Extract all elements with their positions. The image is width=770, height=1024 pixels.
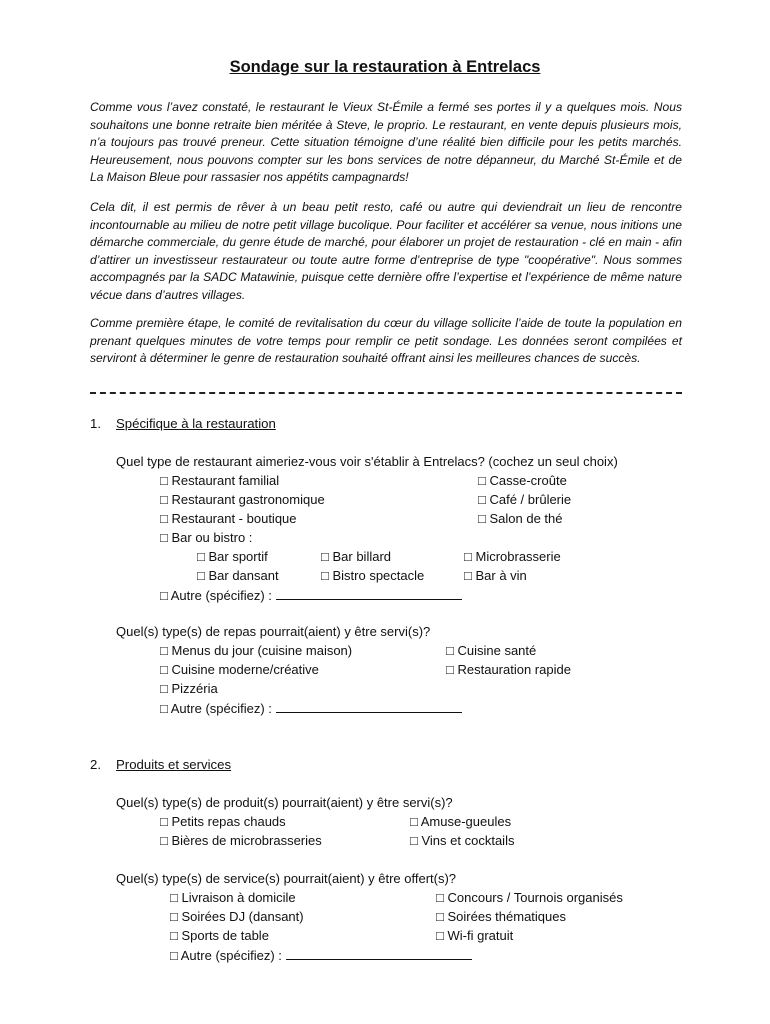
dashed-divider: [90, 392, 682, 394]
checkbox-icon[interactable]: □: [160, 643, 168, 658]
checkbox-icon[interactable]: □: [321, 568, 329, 583]
option-bar-sportif[interactable]: □ Bar sportif: [197, 549, 268, 564]
checkbox-icon[interactable]: □: [478, 473, 486, 488]
option-amuse-gueules[interactable]: □ Amuse-gueules: [410, 814, 512, 829]
option-restaurant-familial[interactable]: □ Restaurant familial: [160, 473, 280, 488]
checkbox-icon[interactable]: □: [160, 833, 168, 848]
option-soirees-thematiques[interactable]: □ Soirées thématiques: [436, 909, 566, 924]
checkbox-icon[interactable]: □: [446, 643, 454, 658]
option-casse-croute[interactable]: □ Casse-croûte: [478, 473, 567, 488]
section-1-title: Spécifique à la restauration: [116, 416, 276, 431]
checkbox-icon[interactable]: □: [170, 890, 178, 905]
checkbox-icon[interactable]: □: [410, 814, 418, 829]
checkbox-icon[interactable]: □: [464, 568, 472, 583]
autre-restaurant-blank[interactable]: [276, 587, 462, 600]
checkbox-icon[interactable]: □: [160, 701, 168, 716]
checkbox-icon[interactable]: □: [436, 928, 444, 943]
option-pizzeria[interactable]: □ Pizzéria: [160, 681, 218, 696]
option-salon-de-the[interactable]: □ Salon de thé: [478, 511, 563, 526]
question-product-types: Quel(s) type(s) de produit(s) pourrait(aient) y être servi(s)?: [116, 795, 453, 810]
checkbox-icon[interactable]: □: [464, 549, 472, 564]
autre-services-blank[interactable]: [286, 947, 472, 960]
section-2-number: 2.: [90, 757, 101, 772]
option-cuisine-sante[interactable]: □ Cuisine santé: [446, 643, 537, 658]
option-wifi-gratuit[interactable]: □ Wi-fi gratuit: [436, 928, 514, 943]
option-bar-a-vin[interactable]: □ Bar à vin: [464, 568, 527, 583]
autre-repas-blank[interactable]: [276, 700, 462, 713]
intro-paragraph-3: Comme première étape, le comité de revitalisation du cœur du village sollicite l’aide de toute la population en prenant quelques minutes de votre temps pour remplir ce petit sondage. Les données seront compilées et serviront à déterminer le genre de restauration souhaité offrant ainsi les meilleures chances de succès.: [90, 316, 682, 366]
option-bieres-microbrasseries[interactable]: □ Bières de microbrasseries: [160, 833, 322, 848]
checkbox-icon[interactable]: □: [160, 681, 168, 696]
checkbox-icon[interactable]: □: [160, 492, 168, 507]
option-autre-restaurant[interactable]: □ Autre (spécifiez) :: [160, 587, 462, 604]
checkbox-icon[interactable]: □: [321, 549, 329, 564]
option-menus-du-jour[interactable]: □ Menus du jour (cuisine maison): [160, 643, 353, 658]
checkbox-icon[interactable]: □: [410, 833, 418, 848]
option-bar-dansant[interactable]: □ Bar dansant: [197, 568, 279, 583]
intro-paragraph-2: Cela dit, il est permis de rêver à un beau petit resto, café ou autre qui deviendrait un lieu de rencontre incontournable au milieu de notre petit village bucolique. Pour faciliter et accélérer sa venue, nous initions une démarche commerciale, du genre étude de marché, pour élaborer un projet de restauration - clé en main - afin d’attirer un investisseur restaurateur ou toute autre forme d’entreprise de type "coopérative". Nous sommes accompagnés par la SADC Matawinie, puisque cette dernière offre l’expertise et l’expérience de même nature vécue dans d’autres villages.: [90, 200, 682, 302]
checkbox-icon[interactable]: □: [446, 662, 454, 677]
option-sports-de-table[interactable]: □ Sports de table: [170, 928, 269, 943]
option-restaurant-boutique[interactable]: □ Restaurant - boutique: [160, 511, 297, 526]
checkbox-icon[interactable]: □: [478, 492, 486, 507]
section-1-number: 1.: [90, 416, 101, 431]
option-soirees-dj[interactable]: □ Soirées DJ (dansant): [170, 909, 304, 924]
option-petits-repas-chauds[interactable]: □ Petits repas chauds: [160, 814, 286, 829]
checkbox-icon[interactable]: □: [160, 588, 168, 603]
option-concours-tournois[interactable]: □ Concours / Tournois organisés: [436, 890, 623, 905]
checkbox-icon[interactable]: □: [160, 662, 168, 677]
checkbox-icon[interactable]: □: [478, 511, 486, 526]
checkbox-icon[interactable]: □: [160, 530, 168, 545]
question-service-types: Quel(s) type(s) de service(s) pourrait(aient) y être offert(s)?: [116, 871, 457, 886]
option-bar-ou-bistro[interactable]: □ Bar ou bistro :: [160, 530, 253, 545]
question-meal-types: Quel(s) type(s) de repas pourrait(aient) y être servi(s)?: [116, 624, 431, 639]
option-autre-repas[interactable]: □ Autre (spécifiez) :: [160, 700, 462, 717]
checkbox-icon[interactable]: □: [436, 909, 444, 924]
option-cafe-bruleri[interactable]: □ Café / brûlerie: [478, 492, 572, 507]
option-cuisine-moderne[interactable]: □ Cuisine moderne/créative: [160, 662, 319, 677]
intro-paragraph-1: Comme vous l’avez constaté, le restaurant le Vieux St-Émile a fermé ses portes il y a quelques mois. Nous souhaitons une bonne retraite bien méritée à Steve, le proprio. Le restaurant, en vente depuis plusieurs mois, n’a toujours pas trouvé preneur. Cette situation témoigne d’une réalité bien difficile pour les petits marchés. Heureusement, nous pouvons compter sur les bons services de notre dépanneur, du Marché St-Émile et de La Maison Bleue pour rassasier nos appétits campagnards!: [90, 100, 682, 185]
checkbox-icon[interactable]: □: [170, 928, 178, 943]
option-livraison[interactable]: □ Livraison à domicile: [170, 890, 296, 905]
checkbox-icon[interactable]: □: [436, 890, 444, 905]
checkbox-icon[interactable]: □: [160, 814, 168, 829]
option-autre-services[interactable]: □ Autre (spécifiez) :: [170, 947, 472, 964]
option-bistro-spectacle[interactable]: □ Bistro spectacle: [321, 568, 425, 583]
option-restaurant-gastronomique[interactable]: □ Restaurant gastronomique: [160, 492, 325, 507]
option-vins-cocktails[interactable]: □ Vins et cocktails: [410, 833, 515, 848]
option-restauration-rapide[interactable]: □ Restauration rapide: [446, 662, 571, 677]
checkbox-icon[interactable]: □: [160, 511, 168, 526]
question-restaurant-type: Quel type de restaurant aimeriez-vous voir s'établir à Entrelacs? (cochez un seul choix): [116, 454, 618, 469]
section-2-title: Produits et services: [116, 757, 232, 772]
page-title: Sondage sur la restauration à Entrelacs: [229, 58, 541, 76]
option-microbrasserie[interactable]: □ Microbrasserie: [464, 549, 561, 564]
checkbox-icon[interactable]: □: [197, 549, 205, 564]
checkbox-icon[interactable]: □: [170, 948, 178, 963]
option-bar-billard[interactable]: □ Bar billard: [321, 549, 392, 564]
checkbox-icon[interactable]: □: [197, 568, 205, 583]
checkbox-icon[interactable]: □: [160, 473, 168, 488]
checkbox-icon[interactable]: □: [170, 909, 178, 924]
